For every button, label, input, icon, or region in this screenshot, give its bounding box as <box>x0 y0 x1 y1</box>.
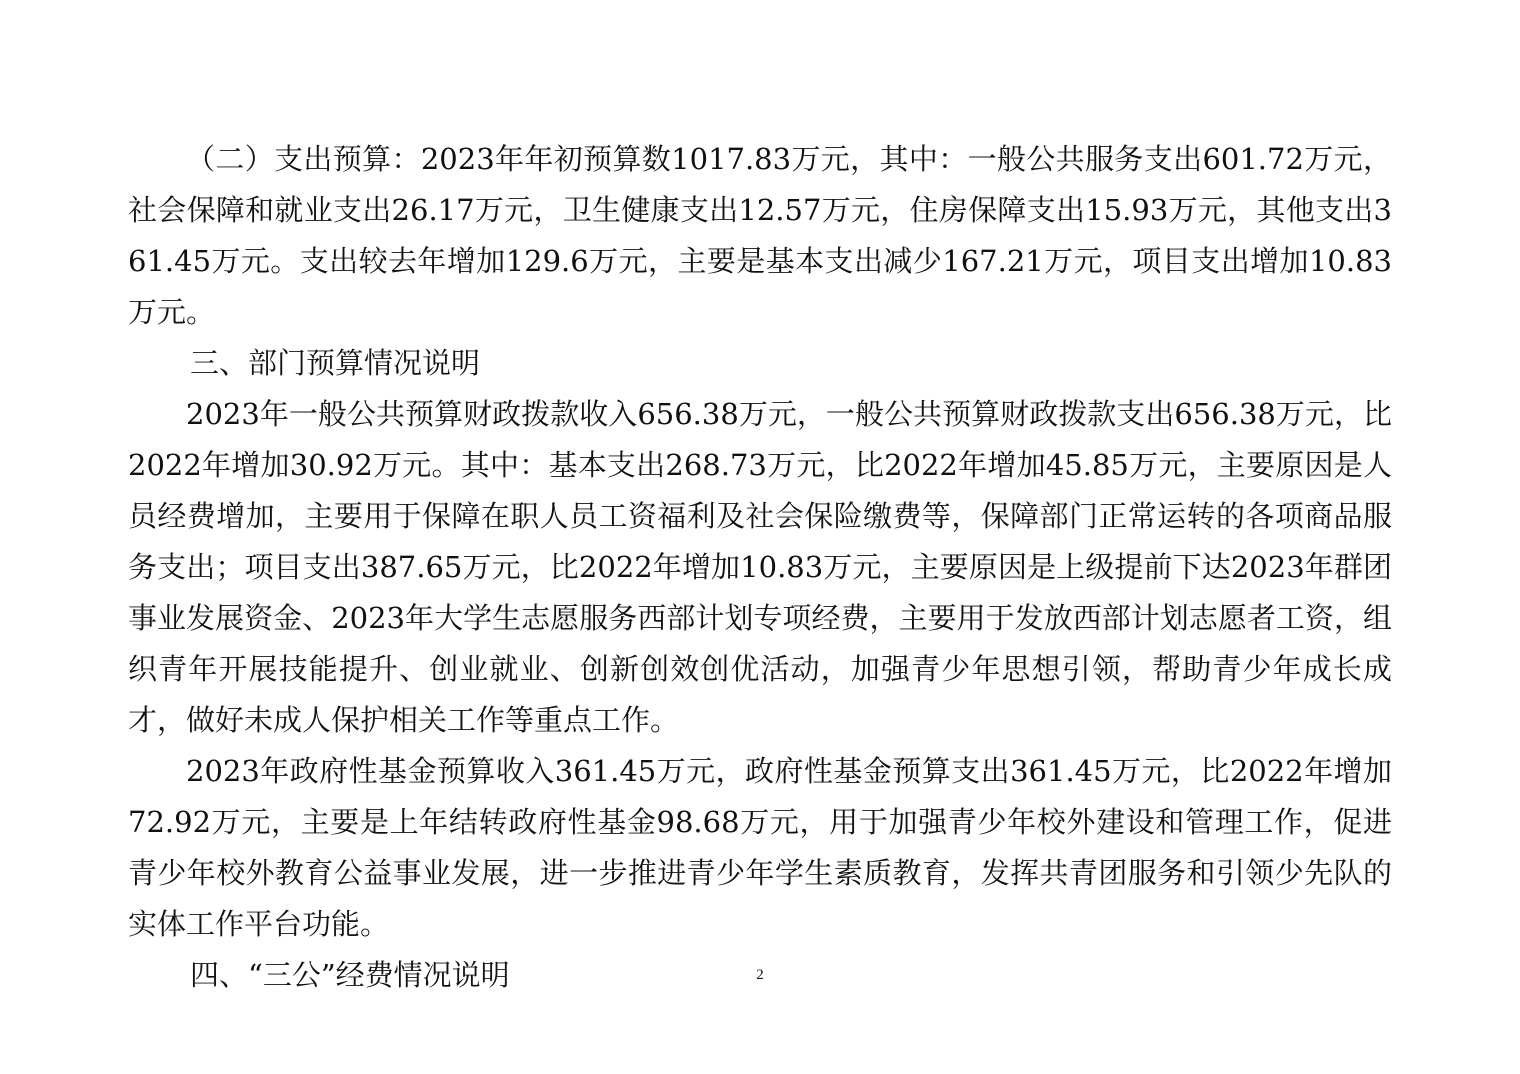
section-heading-department-budget: 三、部门预算情况说明 <box>190 346 481 380</box>
expenditure-budget-paragraph: （二）支出预算：2023年年初预算数1017.83万元，其中：一般公共服务支出601.72万元，社会保障和就业支出26.17万元，卫生健康支出12.57万元，住房保障支出15.93万元，其他支出361.45万元。支出较去年增加129.6万元，主要是基本支出减少167.21万元，项目支出增加10.83万元。 <box>128 142 1392 329</box>
section-heading-three-public-expenses: 四、“三公”经费情况说明 <box>190 958 510 992</box>
page-number: 2 <box>756 967 764 983</box>
document-body <box>128 134 1392 1001</box>
government-fund-paragraph: 2023年政府性基金预算收入361.45万元，政府性基金预算支出361.45万元，比2022年增加72.92万元，主要是上年结转政府性基金98.68万元，用于加强青少年校外建设和管理工作，促进青少年校外教育公益事业发展，进一步推进青少年学生素质教育，发挥共青团服务和引领少先队的实体工作平台功能。 <box>128 754 1392 941</box>
general-budget-paragraph: 2023年一般公共预算财政拨款收入656.38万元，一般公共预算财政拨款支出656.38万元，比2022年增加30.92万元。其中：基本支出268.73万元，比2022年增加45.85万元，主要原因是人员经费增加，主要用于保障在职人员工资福利及社会保险缴费等，保障部门正常运转的各项商品服务支出；项目支出387.65万元，比2022年增加10.83万元，主要原因是上级提前下达2023年群团事业发展资金、2023年大学生志愿服务西部计划专项经费，主要用于发放西部计划志愿者工资，组织青年开展技能提升、创业就业、创新创效创优活动，加强青少年思想引领，帮助青少年成长成才，做好未成人保护相关工作等重点工作。 <box>128 397 1392 737</box>
